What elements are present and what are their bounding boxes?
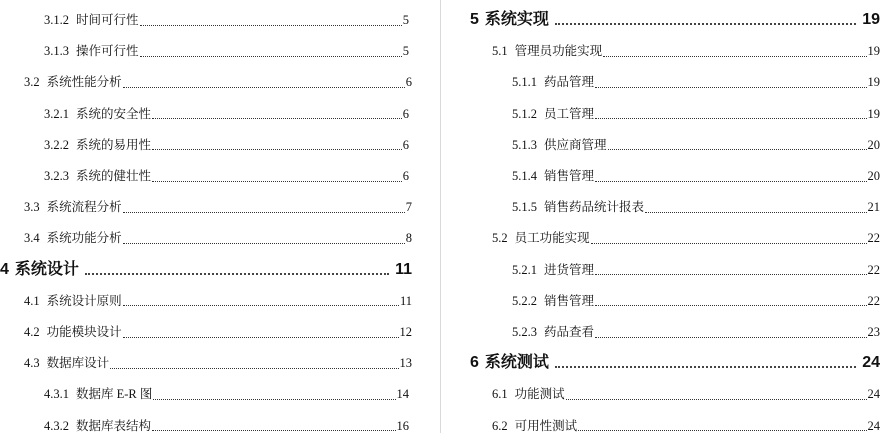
toc-entry-page-number: 6 [402, 106, 409, 121]
toc-entry-title: 功能模块设计 [46, 325, 122, 339]
toc-entry-page-number: 11 [399, 293, 412, 308]
toc-dot-leader [608, 135, 867, 150]
toc-entry-number: 5.1 [492, 44, 508, 59]
toc-entry-number: 5.1.5 [512, 200, 537, 215]
toc-entry-page-number: 24 [862, 354, 880, 372]
toc-entry-number: 4.3.1 [44, 387, 69, 402]
toc-entry-number: 5.2.3 [512, 325, 537, 339]
toc-entry-title: 系统的健壮性 [76, 169, 152, 183]
toc-entry-label [44, 103, 151, 125]
toc-entry-6-1[interactable] [492, 383, 880, 405]
toc-entry-title: 数据库设计 [46, 356, 110, 371]
toc-entry-4-1[interactable] [24, 290, 412, 312]
toc-entry-title: 系统测试 [484, 354, 549, 372]
toc-entry-label [512, 259, 594, 281]
toc-entry-3-1-2[interactable] [44, 9, 409, 31]
toc-entry-page-number: 13 [399, 356, 412, 371]
toc-dot-leader [152, 167, 402, 182]
toc-entry-number: 3.2.1 [44, 106, 69, 121]
toc-dot-leader [123, 229, 405, 244]
toc-entry-label [512, 134, 607, 156]
toc-entry-number: 5.1.3 [512, 137, 537, 152]
toc-entry-page-number: 5 [402, 13, 409, 27]
toc-entry-label [492, 415, 577, 437]
toc-entry-6[interactable] [470, 352, 880, 374]
toc-dot-leader [140, 42, 402, 57]
toc-entry-number: 5.1.2 [512, 106, 537, 121]
toc-entry-number: 3.2.3 [44, 169, 69, 183]
toc-entry-title: 系统实现 [484, 11, 549, 28]
toc-entry-label [24, 352, 109, 374]
toc-dot-leader [591, 229, 867, 244]
toc-entry-label [44, 134, 151, 156]
toc-entry-number: 4.3.2 [44, 418, 69, 433]
toc-entry-page-number: 16 [396, 418, 409, 433]
toc-dot-leader [595, 104, 866, 119]
toc-entry-page-number: 20 [867, 169, 880, 183]
toc-entry-number: 5.1.1 [512, 75, 537, 90]
toc-entry-5-2[interactable] [492, 227, 880, 249]
toc-entry-number: 3.3 [24, 200, 40, 215]
toc-dot-leader [595, 260, 866, 275]
toc-entry-number: 5.2.2 [512, 293, 537, 308]
toc-entry-title: 数据库 E-R 图 [76, 387, 153, 402]
toc-entry-page-number: 11 [395, 260, 412, 278]
toc-dot-leader [555, 9, 856, 25]
toc-entry-3-4[interactable] [24, 227, 412, 249]
toc-entry-label [44, 415, 151, 437]
toc-dot-leader [110, 354, 398, 369]
toc-entry-5-1-5[interactable] [512, 196, 880, 218]
toc-dot-leader [595, 167, 866, 182]
toc-entry-number: 6.1 [492, 387, 508, 402]
toc-entry-title: 操作可行性 [76, 44, 139, 59]
toc-entry-number: 4 [0, 260, 9, 278]
toc-entry-label [44, 383, 152, 405]
toc-entry-label [44, 9, 139, 31]
toc-entry-page-number: 22 [867, 262, 880, 277]
toc-dot-leader [152, 416, 395, 431]
toc-entry-number: 5.2.1 [512, 262, 537, 277]
toc-dot-leader [645, 198, 866, 213]
toc-entry-page-number: 12 [399, 325, 412, 339]
toc-entry-page-number: 24 [867, 418, 880, 433]
toc-dot-leader [85, 259, 389, 275]
toc-entry-page-number: 22 [867, 231, 880, 246]
toc-entry-4-3-1[interactable] [44, 383, 409, 405]
toc-entry-page-number: 22 [867, 293, 880, 308]
toc-dot-leader [152, 104, 402, 119]
toc-entry-page-number: 7 [405, 200, 412, 215]
toc-entry-4-3[interactable] [24, 352, 412, 374]
toc-dot-leader [123, 291, 399, 306]
toc-dot-leader [153, 385, 395, 400]
toc-entry-title: 销售管理 [544, 169, 595, 183]
toc-entry-page-number: 19 [867, 106, 880, 121]
toc-entry-5-2-1[interactable] [512, 259, 880, 281]
page-gutter-divider [440, 0, 441, 433]
toc-entry-title: 系统设计原则 [46, 293, 122, 308]
toc-entry-6-2[interactable] [492, 415, 880, 437]
toc-dot-leader [152, 135, 402, 150]
toc-entry-title: 进货管理 [544, 262, 595, 277]
toc-entry-title: 销售管理 [544, 293, 595, 308]
toc-entry-title: 可用性测试 [514, 418, 578, 433]
toc-entry-title: 功能测试 [514, 387, 565, 402]
toc-entry-label [470, 352, 549, 374]
toc-dot-leader [123, 73, 405, 88]
toc-entry-page-number: 23 [867, 325, 880, 339]
toc-dot-leader [603, 42, 866, 57]
toc-entry-number: 3.1.2 [44, 13, 69, 27]
toc-dot-leader [578, 416, 866, 431]
toc-entry-title: 供应商管理 [544, 137, 607, 152]
toc-entry-label [492, 227, 590, 249]
toc-entry-label [24, 321, 122, 343]
toc-entry-page-number: 6 [402, 137, 409, 152]
toc-entry-title: 系统的安全性 [76, 106, 152, 121]
toc-dot-leader [123, 323, 399, 338]
toc-entry-title: 系统性能分析 [46, 75, 122, 90]
toc-entry-label [24, 196, 122, 218]
toc-dot-leader [555, 352, 856, 368]
toc-entry-title: 员工功能实现 [514, 231, 590, 246]
toc-entry-number: 6 [470, 354, 479, 372]
toc-entry-label [0, 259, 79, 281]
toc-entry-5-1-4[interactable] [512, 165, 880, 187]
toc-entry-page-number: 20 [867, 137, 880, 152]
toc-entry-number: 3.4 [24, 231, 40, 246]
toc-entry-number: 5 [470, 11, 479, 28]
toc-entry-3-2-3[interactable] [44, 165, 409, 187]
toc-entry-5-1[interactable] [492, 40, 880, 62]
toc-dot-leader [595, 323, 866, 338]
toc-entry-page-number: 6 [402, 169, 409, 183]
toc-entry-number: 5.1.4 [512, 169, 537, 183]
toc-entry-5-1-3[interactable] [512, 134, 880, 156]
toc-entry-5-1-2[interactable] [512, 103, 880, 125]
toc-entry-number: 3.1.3 [44, 44, 69, 59]
toc-entry-title: 系统的易用性 [76, 137, 152, 152]
toc-entry-number: 3.2 [24, 75, 40, 90]
toc-entry-page-number: 19 [862, 11, 880, 28]
toc-entry-title: 时间可行性 [76, 13, 139, 27]
toc-entry-3-2-1[interactable] [44, 103, 409, 125]
toc-entry-label [512, 71, 594, 93]
toc-entry-page-number: 19 [867, 44, 880, 59]
toc-entry-3-1-3[interactable] [44, 40, 409, 62]
toc-entry-title: 销售药品统计报表 [544, 200, 645, 215]
toc-dot-leader [566, 385, 867, 400]
toc-entry-label [512, 165, 594, 187]
toc-entry-number: 4.3 [24, 356, 40, 371]
toc-entry-number: 5.2 [492, 231, 508, 246]
toc-entry-title: 系统流程分析 [46, 200, 122, 215]
toc-entry-title: 系统设计 [14, 260, 79, 278]
toc-entry-title: 药品管理 [544, 75, 595, 90]
toc-entry-label [512, 321, 594, 343]
toc-entry-page-number: 24 [867, 387, 880, 402]
toc-entry-title: 管理员功能实现 [514, 44, 603, 59]
toc-entry-3-2[interactable] [24, 71, 412, 93]
toc-entry-page-number: 6 [405, 75, 412, 90]
toc-entry-label [24, 71, 122, 93]
toc-entry-label [512, 196, 644, 218]
toc-dot-leader [140, 11, 402, 26]
toc-entry-number: 6.2 [492, 418, 508, 433]
toc-entry-label [44, 165, 151, 187]
toc-entry-page-number: 19 [867, 75, 880, 90]
toc-entry-title: 员工管理 [544, 106, 595, 121]
toc-dot-leader [595, 291, 866, 306]
toc-entry-title: 系统功能分析 [46, 231, 122, 246]
toc-entry-3-3[interactable] [24, 196, 412, 218]
toc-entry-page-number: 21 [867, 200, 880, 215]
toc-entry-5-2-2[interactable] [512, 290, 880, 312]
toc-entry-number: 4.2 [24, 325, 40, 339]
toc-entry-label [24, 227, 122, 249]
toc-dot-leader [123, 198, 405, 213]
toc-entry-page-number: 8 [405, 231, 412, 246]
toc-entry-label [470, 9, 549, 31]
toc-entry-4-2[interactable] [24, 321, 412, 343]
toc-entry-label [44, 40, 139, 62]
toc-entry-5-2-3[interactable] [512, 321, 880, 343]
toc-entry-5-1-1[interactable] [512, 71, 880, 93]
toc-entry-4-3-2[interactable] [44, 415, 409, 437]
toc-entry-label [492, 40, 602, 62]
toc-entry-page-number: 14 [396, 387, 409, 402]
toc-entry-title: 数据库表结构 [76, 418, 152, 433]
toc-entry-number: 3.2.2 [44, 137, 69, 152]
toc-entry-3-2-2[interactable] [44, 134, 409, 156]
toc-entry-label [492, 383, 565, 405]
toc-entry-4[interactable] [0, 259, 412, 281]
toc-dot-leader [595, 73, 866, 88]
toc-entry-label [512, 103, 594, 125]
toc-entry-label [512, 290, 594, 312]
toc-entry-page-number: 5 [402, 44, 409, 59]
toc-entry-label [24, 290, 122, 312]
toc-entry-number: 4.1 [24, 293, 40, 308]
toc-entry-5[interactable] [470, 9, 880, 31]
toc-entry-title: 药品查看 [544, 325, 595, 339]
